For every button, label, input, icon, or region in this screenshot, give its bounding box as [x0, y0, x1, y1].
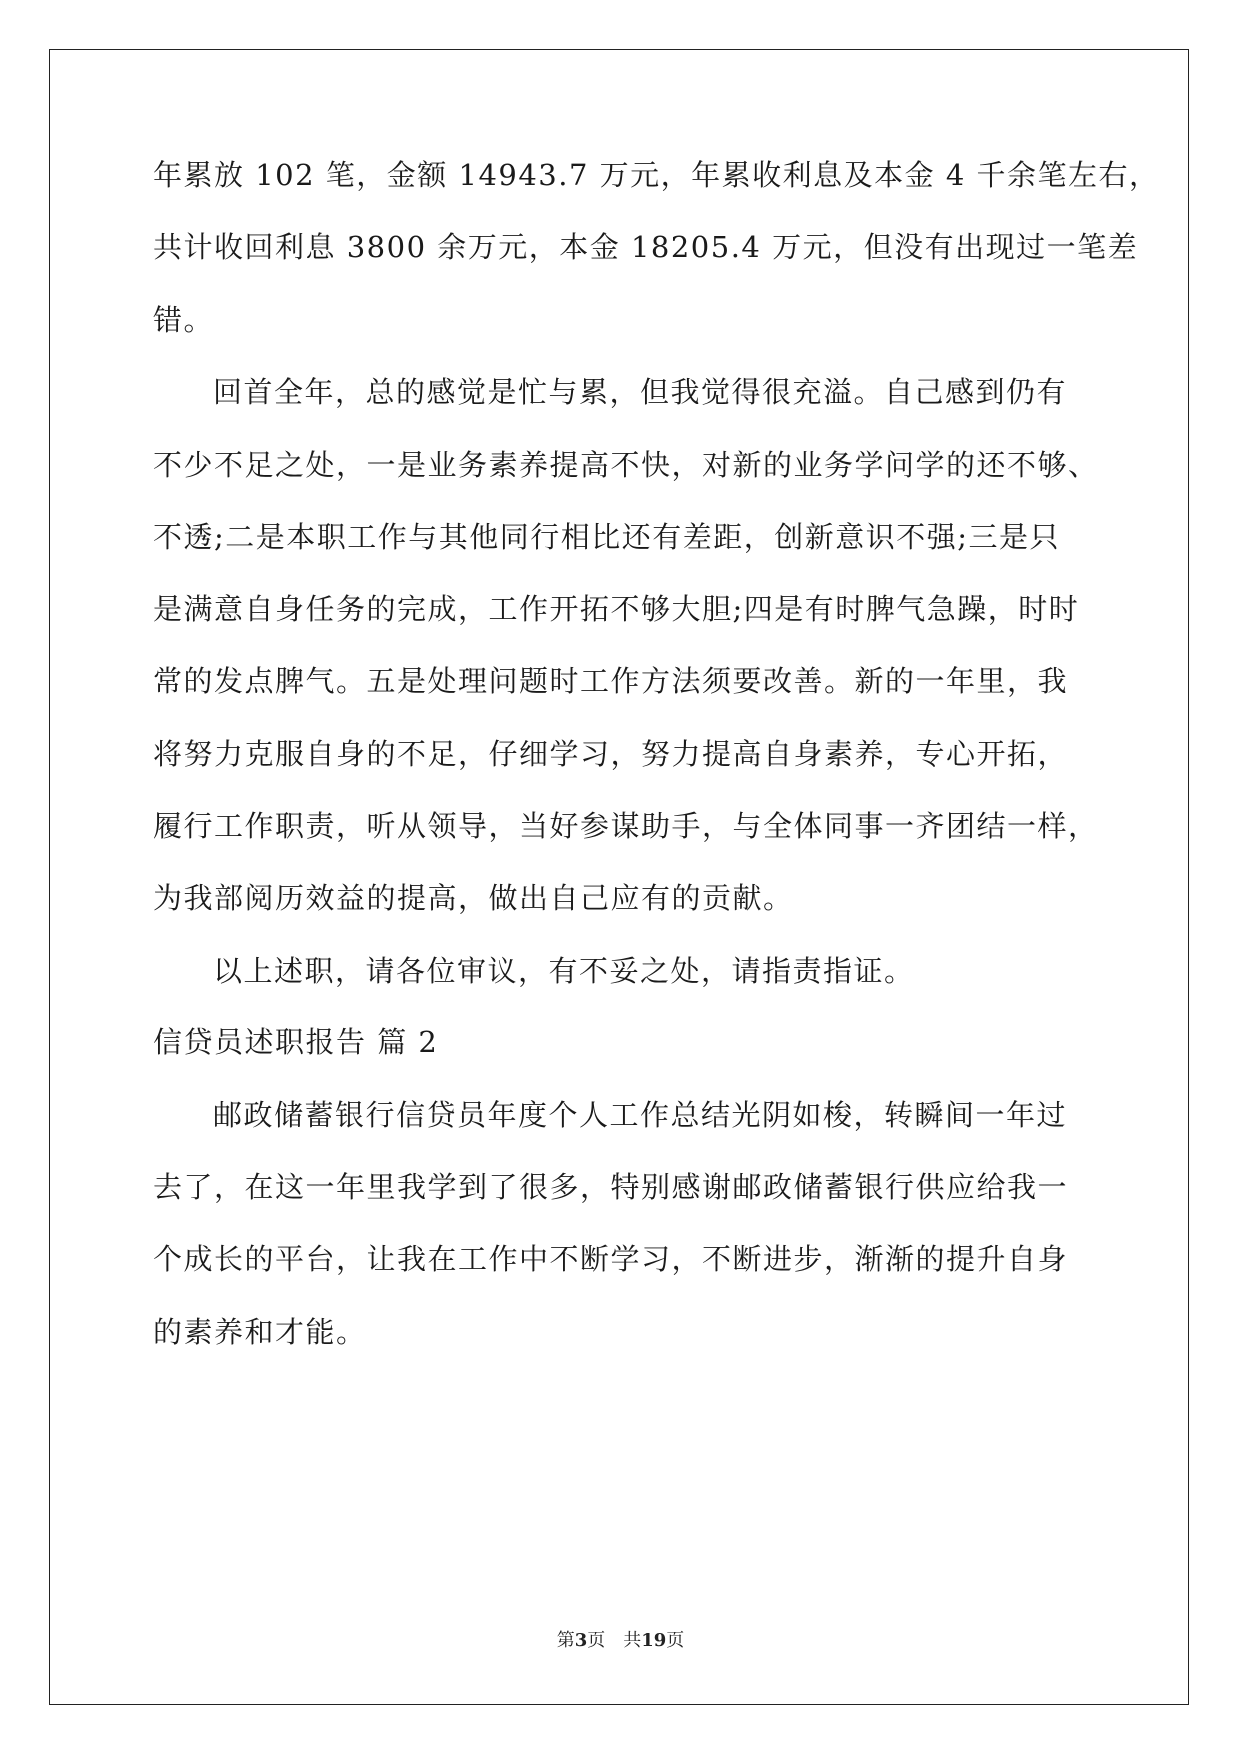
page-footer	[0, 1630, 1241, 1652]
body-line: 将努力克服自身的不足，仔细学习，努力提高自身素养，专心开拓，	[153, 737, 1069, 771]
body-line: 去了，在这一年里我学到了很多，特别感谢邮政储蓄银行供应给我一	[153, 1170, 1069, 1204]
body-line: 的素养和才能。	[153, 1315, 367, 1349]
body-line: 为我部阅历效益的提高，做出自己应有的贡献。	[153, 881, 794, 915]
body-line: 错。	[153, 303, 215, 337]
body-line: 年累放 102 笔，金额 14943.7 万元，年累收利息及本金 4 千余笔左右，	[153, 158, 1160, 192]
page-border	[49, 49, 1189, 1705]
body-line: 常的发点脾气。五是处理问题时工作方法须要改善。新的一年里，我	[153, 664, 1069, 698]
footer-page-number: 3	[574, 1630, 588, 1651]
footer-total-suffix: 页	[666, 1630, 685, 1651]
body-line: 是满意自身任务的完成，工作开拓不够大胆;四是有时脾气急躁，时时	[153, 592, 1080, 626]
footer-page-suffix: 页	[587, 1630, 606, 1651]
body-line: 不少不足之处，一是业务素养提高不快，对新的业务学问学的还不够、	[153, 448, 1099, 482]
body-line: 共计收回利息 3800 余万元，本金 18205.4 万元，但没有出现过一笔差	[153, 230, 1139, 264]
section-heading: 信贷员述职报告 篇 2	[153, 1025, 439, 1059]
footer-prefix: 第	[556, 1630, 575, 1651]
body-line: 邮政储蓄银行信贷员年度个人工作总结光阴如梭，转瞬间一年过	[213, 1098, 1068, 1132]
body-line: 个成长的平台，让我在工作中不断学习，不断进步，渐渐的提升自身	[153, 1242, 1069, 1276]
body-line: 回首全年，总的感觉是忙与累，但我觉得很充溢。自己感到仍有	[213, 375, 1068, 409]
body-line: 履行工作职责，听从领导，当好参谋助手，与全体同事一齐团结一样，	[153, 809, 1099, 843]
footer-total-prefix: 共	[623, 1630, 642, 1651]
footer-total-pages: 19	[641, 1630, 667, 1651]
body-line: 不透;二是本职工作与其他同行相比还有差距，创新意识不强;三是只	[153, 520, 1061, 554]
body-line: 以上述职，请各位审议，有不妥之处，请指责指证。	[213, 954, 915, 988]
